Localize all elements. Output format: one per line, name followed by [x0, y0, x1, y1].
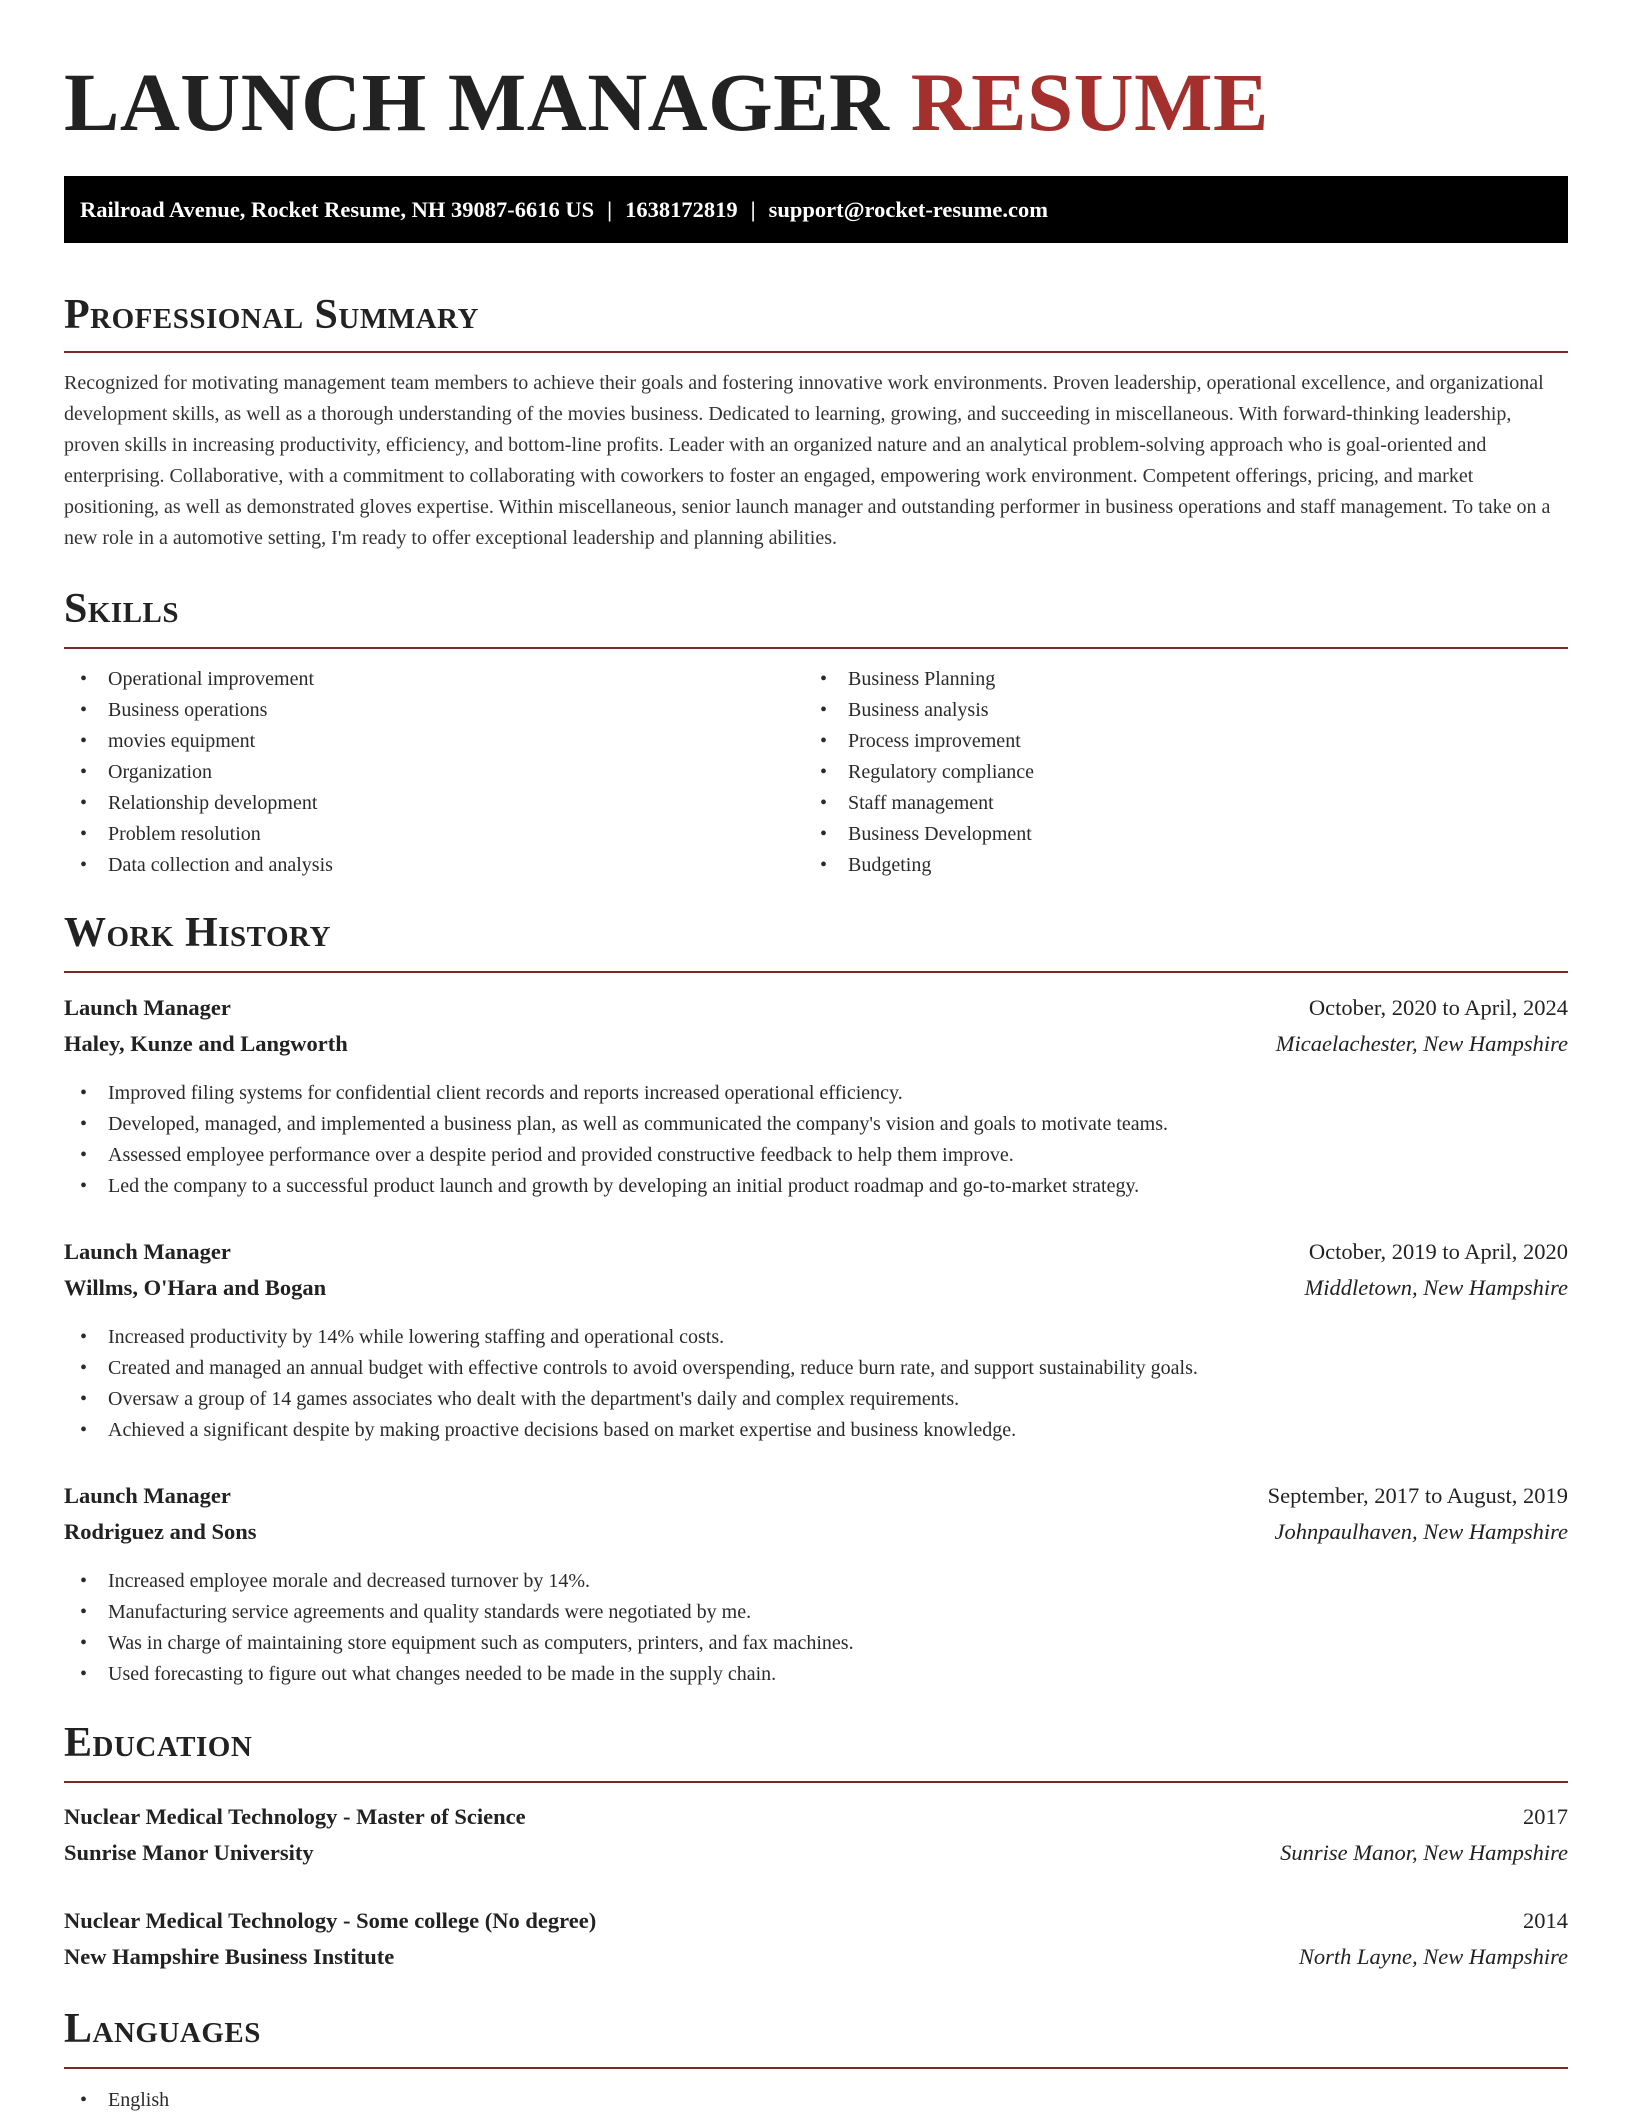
job-dates: October, 2020 to April, 2024	[1308, 995, 1568, 1020]
skills-column-right	[804, 664, 1544, 881]
job-location: Middletown, New Hampshire	[1304, 1275, 1568, 1300]
skills-list-right	[804, 664, 1544, 881]
bullet-dot: •	[80, 1632, 88, 1654]
skill-item-text: movies equipment	[108, 730, 256, 752]
job-header-row	[64, 1478, 1568, 1514]
job-bullet-text: Developed, managed, and implemented a business plan, as well as communicated the company's vision and goals to motivate teams.	[108, 1113, 1168, 1135]
job-dates: October, 2019 to April, 2020	[1308, 1239, 1568, 1264]
job-bullet	[64, 1353, 1568, 1384]
section-divider	[64, 2067, 1568, 2069]
section-divider	[64, 351, 1568, 353]
education-section	[64, 1718, 1568, 1768]
skill-item-text: Operational improvement	[108, 668, 315, 690]
skills-column-left	[64, 664, 804, 881]
contact-bar	[64, 176, 1568, 243]
work-section	[64, 908, 1568, 958]
job-company-row	[64, 1514, 1568, 1550]
skills-section	[64, 584, 1568, 634]
education-school: Sunrise Manor University	[64, 1840, 314, 1865]
job-bullet	[64, 1109, 1568, 1140]
skill-item	[804, 664, 1544, 695]
languages-section	[64, 2004, 1568, 2054]
section-divider	[64, 1781, 1568, 1783]
job-company: Rodriguez and Sons	[64, 1519, 257, 1544]
bullet-dot: •	[80, 668, 88, 690]
job-bullet	[64, 1322, 1568, 1353]
job-title: Launch Manager	[64, 995, 231, 1020]
language-item-text: English	[108, 2089, 170, 2111]
skill-item	[64, 726, 804, 757]
skill-item	[64, 664, 804, 695]
skill-item	[64, 788, 804, 819]
job-bullet-text: Improved filing systems for confidential client records and reports increased operational efficiency.	[108, 1082, 903, 1104]
contact-email: support@rocket-resume.com	[768, 197, 1049, 222]
education-degree: Nuclear Medical Technology - Some college (No degree)	[64, 1908, 597, 1933]
skills-list-left	[64, 664, 804, 881]
bullet-dot: •	[80, 1419, 88, 1441]
bullet-dot: •	[80, 1082, 88, 1104]
job-bullet-text: Increased employee morale and decreased turnover by 14%.	[108, 1570, 591, 1592]
job-bullet-text: Increased productivity by 14% while lowering staffing and operational costs.	[108, 1326, 725, 1348]
bullet-dot: •	[820, 730, 828, 752]
job-bullet-text: Manufacturing service agreements and quality standards were negotiated by me.	[108, 1601, 752, 1623]
education-school-row	[64, 1939, 1568, 1975]
job-title: Launch Manager	[64, 1239, 231, 1264]
skill-item-text: Staff management	[848, 792, 994, 814]
resume-title	[64, 52, 1269, 152]
job-bullet	[64, 1566, 1568, 1597]
bullet-dot: •	[80, 1388, 88, 1410]
job-bullets	[64, 1322, 1568, 1446]
job-dates: September, 2017 to August, 2019	[1267, 1483, 1568, 1508]
skill-item	[64, 850, 804, 881]
languages-heading: Languages	[64, 2006, 261, 2052]
education-school-row	[64, 1835, 1568, 1871]
contact-separator: |	[750, 197, 756, 222]
bullet-dot: •	[80, 1601, 88, 1623]
job-bullet	[64, 1597, 1568, 1628]
education-degree-row	[64, 1799, 1568, 1835]
skill-item-text: Data collection and analysis	[108, 854, 333, 876]
skill-item-text: Business Planning	[848, 668, 996, 690]
job-bullet-list	[64, 1322, 1568, 1446]
bullet-dot: •	[80, 1570, 88, 1592]
job-header-row	[64, 1234, 1568, 1270]
title-accent: RESUME	[910, 56, 1269, 148]
summary-section	[64, 290, 1568, 340]
job-bullet	[64, 1628, 1568, 1659]
bullet-dot: •	[80, 1326, 88, 1348]
bullet-dot: •	[820, 823, 828, 845]
contact-phone: 1638172819	[625, 197, 738, 222]
bullet-dot: •	[80, 823, 88, 845]
job-company: Willms, O'Hara and Bogan	[64, 1275, 327, 1300]
skill-item-text: Budgeting	[848, 854, 932, 876]
skill-item	[804, 850, 1544, 881]
skill-item-text: Business Development	[848, 823, 1032, 845]
skill-item-text: Business operations	[108, 699, 268, 721]
job-bullet-text: Assessed employee performance over a despite period and provided constructive feedback to help them improve.	[108, 1144, 1014, 1166]
job-bullet	[64, 1659, 1568, 1690]
language-item	[64, 2085, 1568, 2116]
skill-item	[804, 695, 1544, 726]
bullet-dot: •	[820, 668, 828, 690]
skill-item	[804, 788, 1544, 819]
bullet-dot: •	[80, 1175, 88, 1197]
education-heading: Education	[64, 1720, 253, 1766]
skill-item-text: Relationship development	[108, 792, 318, 814]
job-bullet-text: Was in charge of maintaining store equipment such as computers, printers, and fax machines.	[108, 1632, 854, 1654]
job-location: Micaelachester, New Hampshire	[1275, 1031, 1568, 1056]
education-year: 2014	[1523, 1908, 1568, 1933]
bullet-dot: •	[80, 2089, 88, 2111]
job-company-row	[64, 1026, 1568, 1062]
job-bullets	[64, 1566, 1568, 1690]
job-bullet-text: Used forecasting to figure out what changes needed to be made in the supply chain.	[108, 1663, 777, 1685]
summary-text: Recognized for motivating management team members to achieve their goals and fostering innovative work environments. Proven leadership, operational excellence, and organizational development skills, as well as a thorough understanding of the movies business. Dedicated to learning, growing, and succeeding in miscellaneous. With forward-thinking leadership, proven skills in increasing productivity, efficiency, and bottom-line profits. Leader with an organized nature and an analytical problem-solving approach who is goal-oriented and enterprising. Collaborative, with a commitment to collaborating with coworkers to foster an engaged, empowering work environment. Competent offerings, pricing, and market positioning, as well as demonstrated gloves expertise. Within miscellaneous, senior launch manager and outstanding performer in business operations and staff management. To take on a new role in a automotive setting, I'm ready to offer exceptional leadership and planning abilities.	[64, 372, 1551, 549]
skill-item-text: Process improvement	[848, 730, 1021, 752]
bullet-dot: •	[80, 792, 88, 814]
skill-item	[804, 819, 1544, 850]
skill-item	[64, 819, 804, 850]
title-main: LAUNCH MANAGER	[64, 56, 890, 148]
job-bullet	[64, 1384, 1568, 1415]
bullet-dot: •	[820, 854, 828, 876]
job-bullet	[64, 1140, 1568, 1171]
section-divider	[64, 971, 1568, 973]
education-location: North Layne, New Hampshire	[1298, 1944, 1568, 1969]
skill-item	[804, 757, 1544, 788]
job-company-row	[64, 1270, 1568, 1306]
contact-separator: |	[607, 197, 613, 222]
bullet-dot: •	[80, 1144, 88, 1166]
skill-item	[804, 726, 1544, 757]
skill-item-text: Business analysis	[848, 699, 989, 721]
section-divider	[64, 647, 1568, 649]
job-bullet	[64, 1078, 1568, 1109]
job-bullet	[64, 1171, 1568, 1202]
education-location: Sunrise Manor, New Hampshire	[1280, 1840, 1568, 1865]
languages-bullet-list	[64, 2085, 1568, 2116]
work-heading: Work History	[64, 910, 331, 956]
education-year: 2017	[1523, 1804, 1568, 1829]
job-title: Launch Manager	[64, 1483, 231, 1508]
skill-item-text: Regulatory compliance	[848, 761, 1035, 783]
job-header-row	[64, 990, 1568, 1026]
bullet-dot: •	[80, 730, 88, 752]
education-degree: Nuclear Medical Technology - Master of Science	[64, 1804, 526, 1829]
bullet-dot: •	[820, 792, 828, 814]
bullet-dot: •	[80, 1357, 88, 1379]
bullet-dot: •	[80, 1663, 88, 1685]
bullet-dot: •	[820, 761, 828, 783]
job-bullet-text: Created and managed an annual budget with effective controls to avoid overspending, reduce burn rate, and support sustainability goals.	[108, 1357, 1198, 1379]
bullet-dot: •	[80, 1113, 88, 1135]
skills-heading: Skills	[64, 586, 180, 632]
languages-list	[64, 2085, 1568, 2116]
education-degree-row	[64, 1903, 1568, 1939]
job-company: Haley, Kunze and Langworth	[64, 1031, 348, 1056]
job-bullets	[64, 1078, 1568, 1202]
bullet-dot: •	[820, 699, 828, 721]
summary-heading: Professional Summary	[64, 292, 479, 338]
bullet-dot: •	[80, 699, 88, 721]
education-school: New Hampshire Business Institute	[64, 1944, 395, 1969]
job-bullet-list	[64, 1566, 1568, 1690]
bullet-dot: •	[80, 854, 88, 876]
skill-item-text: Organization	[108, 761, 213, 783]
contact-address: Railroad Avenue, Rocket Resume, NH 39087-6616 US	[80, 197, 595, 222]
job-bullet-text: Achieved a significant despite by making proactive decisions based on market expertise and business knowledge.	[108, 1419, 1017, 1441]
job-bullet	[64, 1415, 1568, 1446]
bullet-dot: •	[80, 761, 88, 783]
job-location: Johnpaulhaven, New Hampshire	[1274, 1519, 1568, 1544]
job-bullet-text: Oversaw a group of 14 games associates who dealt with the department's daily and complex requirements.	[108, 1388, 960, 1410]
job-bullet-list	[64, 1078, 1568, 1202]
skill-item	[64, 695, 804, 726]
skill-item	[64, 757, 804, 788]
skill-item-text: Problem resolution	[108, 823, 261, 845]
job-bullet-text: Led the company to a successful product launch and growth by developing an initial product roadmap and go-to-market strategy.	[108, 1175, 1140, 1197]
